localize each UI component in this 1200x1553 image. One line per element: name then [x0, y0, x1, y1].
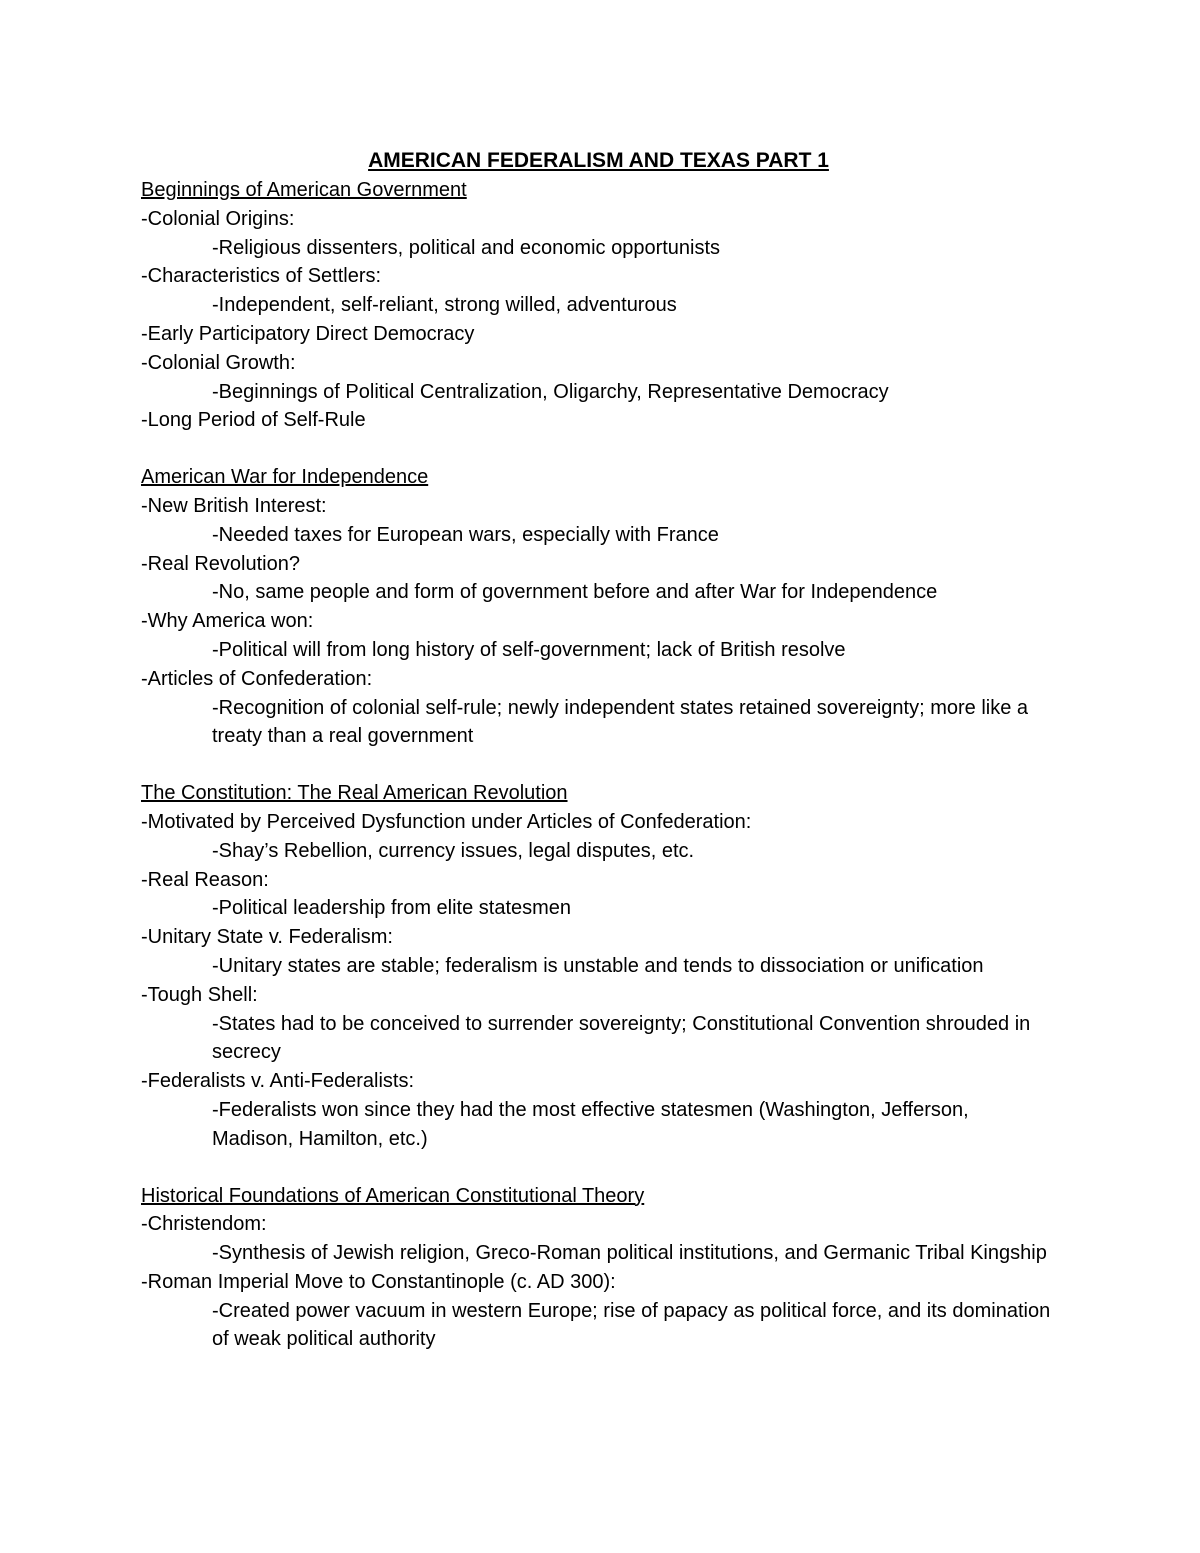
- outline-subitem: -Unitary states are stable; federalism is unstable and tends to dissociation or unification: [212, 954, 984, 977]
- section: [141, 779, 1061, 1153]
- outline-subitem: -Federalists won since they had the most effective statesmen (Washington, Jefferson, Madison, Hamilton, etc.): [212, 1098, 969, 1150]
- outline-item: -Colonial Origins:: [141, 207, 295, 230]
- outline-subitem: -Beginnings of Political Centralization, Oligarchy, Representative Democracy: [212, 380, 889, 403]
- outline-subitem: -Recognition of colonial self-rule; newly independent states retained sovereignty; more like a treaty than a real government: [212, 696, 1029, 748]
- section-heading: The Constitution: The Real American Revolution: [141, 782, 568, 805]
- outline-item: -Characteristics of Settlers:: [141, 265, 382, 288]
- outline-subitem: -Independent, self-reliant, strong willed, adventurous: [212, 294, 677, 317]
- outline-subitem: -Religious dissenters, political and economic opportunists: [212, 236, 721, 259]
- outline-item: -Real Reason:: [141, 868, 269, 891]
- outline-item: -Colonial Growth:: [141, 351, 296, 374]
- outline-item: -Why America won:: [141, 610, 314, 633]
- outline-item: -Long Period of Self-Rule: [141, 409, 366, 432]
- section: [141, 176, 1061, 435]
- outline-item: -Motivated by Perceived Dysfunction under Articles of Confederation:: [141, 810, 752, 833]
- outline-item: -Tough Shell:: [141, 983, 258, 1006]
- outline-item: -Roman Imperial Move to Constantinople (c. AD 300):: [141, 1270, 616, 1293]
- section-heading: Beginnings of American Government: [141, 179, 467, 201]
- sections-container: [141, 176, 1061, 1354]
- section: [141, 463, 1061, 751]
- section-heading: American War for Independence: [141, 466, 429, 489]
- outline-subitem: -Created power vacuum in western Europe; rise of papacy as political force, and its domination of weak political authority: [212, 1299, 1051, 1351]
- outline-subitem: -Shay’s Rebellion, currency issues, legal disputes, etc.: [212, 839, 695, 862]
- outline-item: -Christendom:: [141, 1213, 267, 1236]
- outline-subitem: -States had to be conceived to surrender sovereignty; Constitutional Convention shrouded in secrecy: [212, 1012, 1031, 1064]
- outline-subitem: -No, same people and form of government before and after War for Independence: [212, 581, 938, 604]
- outline-item: -New British Interest:: [141, 494, 327, 517]
- outline-item: -Real Revolution?: [141, 552, 300, 575]
- outline-subitem: -Needed taxes for European wars, especially with France: [212, 523, 719, 546]
- document-title: AMERICAN FEDERALISM AND TEXAS PART 1: [368, 149, 829, 172]
- outline-subitem: -Political will from long history of self-government; lack of British resolve: [212, 638, 846, 661]
- document-content: [141, 146, 1061, 1354]
- outline-item: -Early Participatory Direct Democracy: [141, 322, 475, 345]
- outline-subitem: -Synthesis of Jewish religion, Greco-Roman political institutions, and Germanic Tribal Kingship: [212, 1242, 1047, 1265]
- section-heading: Historical Foundations of American Constitutional Theory: [141, 1184, 645, 1207]
- outline-item: -Unitary State v. Federalism:: [141, 926, 393, 949]
- outline-subitem: -Political leadership from elite statesmen: [212, 897, 572, 920]
- outline-item: -Federalists v. Anti-Federalists:: [141, 1070, 415, 1093]
- outline-item: -Articles of Confederation:: [141, 667, 373, 690]
- section: [141, 1182, 1061, 1355]
